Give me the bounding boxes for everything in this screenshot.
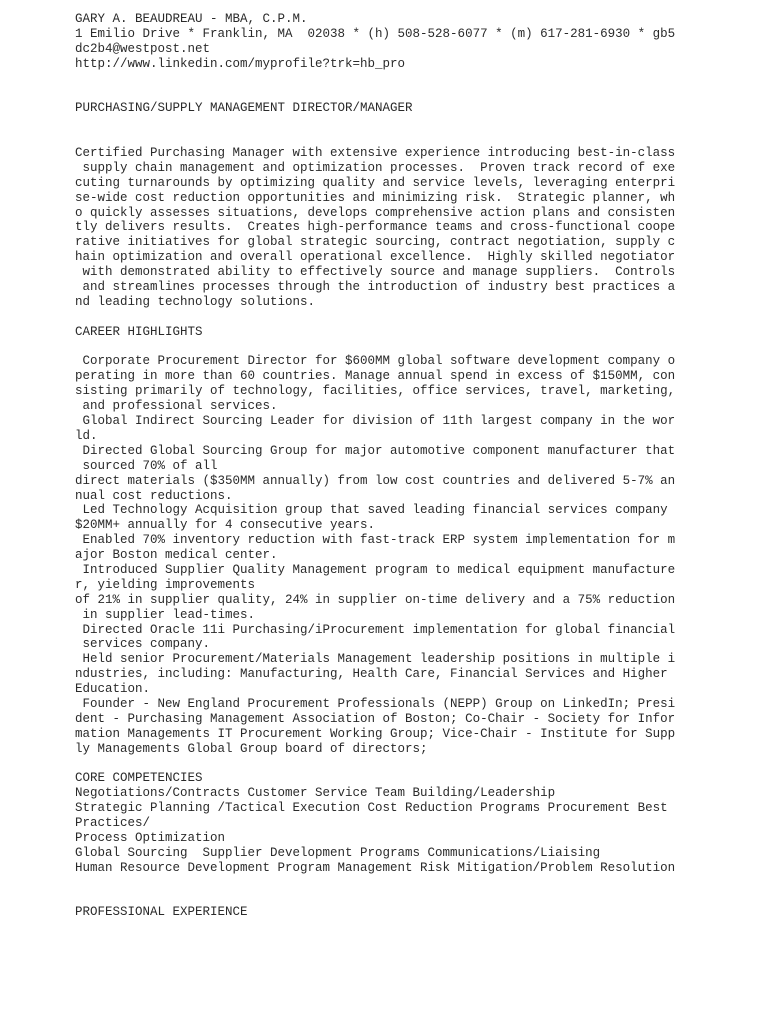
blank-line [75,757,765,772]
resume-address: 1 Emilio Drive * Franklin, MA 02038 * (h) 508-528-6077 * (m) 617-281-6930 * gb5 [75,26,676,41]
resume-document [75,12,765,920]
summary-line: tly delivers results. Creates high-performance teams and cross-functional coope [75,220,676,235]
highlight-line: ndustries, including: Manufacturing, Health Care, Financial Services and Higher [75,667,668,682]
highlight-line: services company. [75,637,211,652]
blank-line [75,116,765,131]
summary-line: and streamlines processes through the introduction of industry best practices a [75,280,676,295]
summary-line: se-wide cost reduction opportunities and minimizing risk. Strategic planner, wh [75,190,676,205]
section-title: PROFESSIONAL EXPERIENCE [75,905,248,920]
highlight-line: Founder - New England Procurement Professionals (NEPP) Group on LinkedIn; Presi [75,696,676,711]
summary-line: Certified Purchasing Manager with extensive experience introducing best-in-class [75,146,676,161]
highlight-line: Education. [75,682,151,697]
resume-name: GARY A. BEAUDREAU - MBA, C.P.M. [75,12,308,26]
highlight-line: sourced 70% of all [75,458,218,473]
highlight-line: Corporate Procurement Director for $600MM global software development company o [75,354,676,369]
highlight-line: perating in more than 60 countries. Manage annual spend in excess of $150MM, con [75,369,676,384]
highlight-line: nual cost reductions. [75,488,233,503]
highlight-line: of 21% in supplier quality, 24% in supplier on-time delivery and a 75% reduction [75,592,676,607]
highlight-line: sisting primarily of technology, facilities, office services, travel, marketing, [75,384,676,399]
summary-line: hain optimization and overall operational excellence. Highly skilled negotiator [75,250,676,265]
highlight-line: ld. [75,428,98,443]
resume-headline: PURCHASING/SUPPLY MANAGEMENT DIRECTOR/MANAGER [75,101,413,116]
highlight-line: dent - Purchasing Management Association of Boston; Co-Chair - Society for Infor [75,711,676,726]
highlight-line: Global Indirect Sourcing Leader for division of 11th largest company in the wor [75,414,676,429]
highlight-line: r, yielding improvements [75,577,256,592]
summary-section [75,146,765,310]
highlight-line: direct materials ($350MM annually) from low cost countries and delivered 5-7% an [75,473,676,488]
highlight-line: Led Technology Acquisition group that saved leading financial services company [75,503,668,518]
competency-line: Negotiations/Contracts Customer Service Team Building/Leadership [75,786,556,801]
blank-line [75,310,765,325]
highlight-line: ajor Boston medical center. [75,548,278,563]
blank-line [75,891,765,906]
resume-url: http://www.linkedin.com/myprofile?trk=hb_pro [75,56,406,71]
section-title: CORE COMPETENCIES [75,771,203,786]
highlight-line: Directed Global Sourcing Group for major automotive component manufacturer that [75,443,676,458]
highlight-line: Held senior Procurement/Materials Management leadership positions in multiple i [75,652,676,667]
section-title: CAREER HIGHLIGHTS [75,324,203,339]
career-highlights-section [75,325,765,757]
summary-line: supply chain management and optimization processes. Proven track record of exe [75,160,676,175]
highlight-line: Enabled 70% inventory reduction with fast-track ERP system implementation for m [75,533,676,548]
blank-line [75,72,765,87]
competency-line: Process Optimization [75,830,226,845]
competency-line: Global Sourcing Supplier Development Programs Communications/Liaising [75,845,601,860]
highlight-line: Introduced Supplier Quality Management program to medical equipment manufacture [75,562,676,577]
blank-line [75,876,765,891]
competency-line: Practices/ [75,816,151,831]
resume-email: dc2b4@westpost.net [75,41,211,56]
summary-line: o quickly assesses situations, develops comprehensive action plans and consisten [75,205,676,220]
highlight-line: in supplier lead-times. [75,607,256,622]
blank-line [75,340,765,355]
competency-line: Human Resource Development Program Management Risk Mitigation/Problem Resolution [75,860,676,875]
highlight-line: Directed Oracle 11i Purchasing/iProcurement implementation for global financial [75,622,676,637]
highlight-line: and professional services. [75,399,278,414]
highlight-line: mation Managements IT Procurement Working Group; Vice-Chair - Institute for Supp [75,726,676,741]
highlight-line: ly Managements Global Group board of directors; [75,741,428,756]
highlight-line: $20MM+ annually for 4 consecutive years. [75,518,376,533]
summary-line: nd leading technology solutions. [75,294,316,309]
core-competencies-section [75,771,765,875]
summary-line: cuting turnarounds by optimizing quality and service levels, leveraging enterpri [75,175,676,190]
summary-line: with demonstrated ability to effectively source and manage suppliers. Controls [75,265,676,280]
blank-line [75,131,765,146]
competency-line: Strategic Planning /Tactical Execution Cost Reduction Programs Procurement Best [75,801,668,816]
blank-line [75,86,765,101]
summary-line: rative initiatives for global strategic sourcing, contract negotiation, supply c [75,235,676,250]
